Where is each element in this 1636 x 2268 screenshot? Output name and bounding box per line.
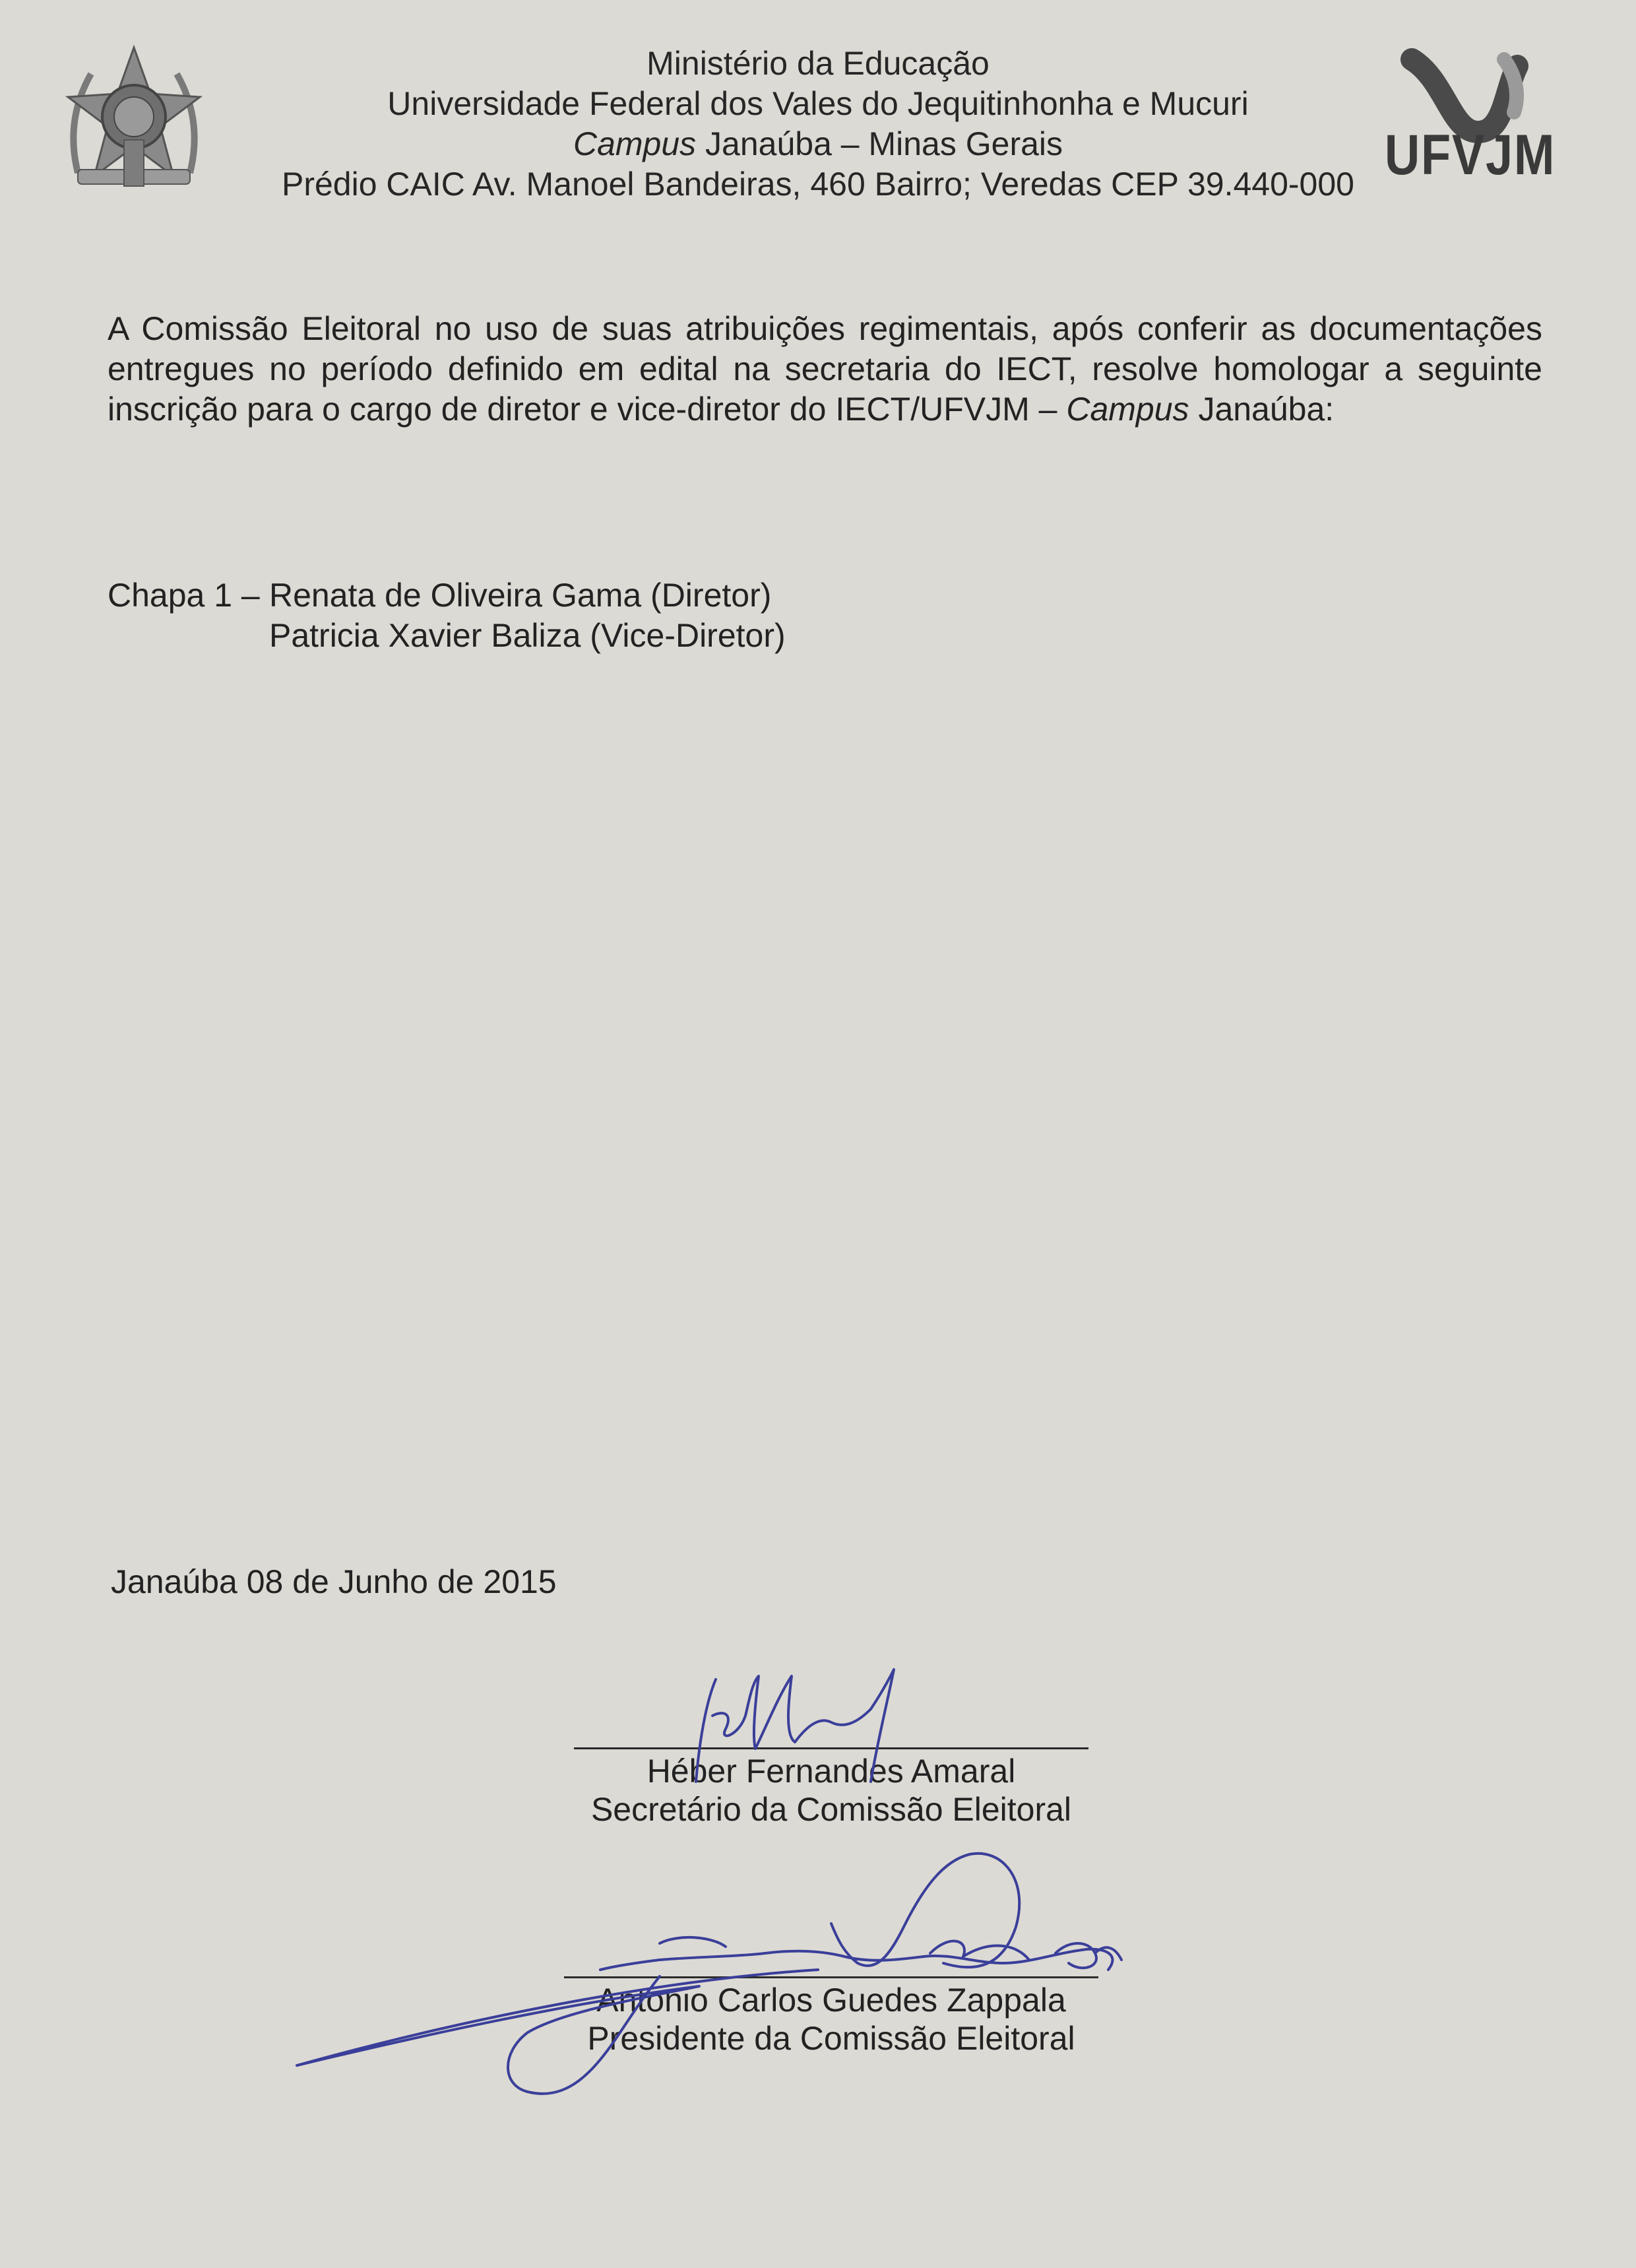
address-line: Prédio CAIC Av. Manoel Bandeiras, 460 Bairro; Veredas CEP 39.440-000 [282, 166, 1354, 203]
signer-role: Presidente da Comissão Eleitoral [587, 2020, 1075, 2057]
paragraph-text: A Comissão Eleitoral no uso de suas atribuições regimentais, após conferir as documentações entregues no período definido em edital na secretaria do IECT, resolve homologar a seguinte inscrição para o cargo de diretor e vice-diretor do IECT/UFVJM – [108, 310, 1542, 428]
homologation-paragraph [108, 309, 1542, 430]
document-date: Janaúba 08 de Junho de 2015 [111, 1563, 557, 1600]
slate-label: Chapa 1 – [108, 577, 260, 614]
campus-rest: Janaúba – Minas Gerais [696, 125, 1063, 162]
signer-role: Secretário da Comissão Eleitoral [590, 1791, 1072, 1828]
director-name: Renata de Oliveira Gama (Diretor) [269, 577, 772, 614]
signature-block-secretary [574, 1747, 1088, 1829]
signature-line [574, 1747, 1088, 1749]
signer-name: Héber Fernandes Amaral [646, 1753, 1016, 1790]
signature-block-president [564, 1976, 1098, 2057]
vice-director-name: Patricia Xavier Baliza (Vice-Diretor) [269, 617, 786, 654]
ufvjm-logo-text: UFVJM [1384, 123, 1556, 187]
paragraph-campus-italic: Campus [1066, 391, 1189, 428]
signer-name: Antonio Carlos Guedes Zappala [596, 1982, 1066, 2019]
campus-italic: Campus [573, 125, 697, 162]
letterhead [218, 44, 1418, 205]
candidate-slate [108, 575, 786, 656]
paragraph-end: Janaúba: [1189, 391, 1335, 428]
brazil-coat-of-arms-icon [51, 41, 216, 206]
campus-line [218, 124, 1418, 164]
handwritten-signature-president [600, 1854, 1121, 1970]
ministry-line: Ministério da Educação [646, 45, 990, 82]
slate-vice-row [108, 616, 786, 656]
slate-director-row [108, 575, 786, 616]
signature-line [564, 1976, 1098, 1978]
university-line: Universidade Federal dos Vales do Jequitinhonha e Mucuri [387, 85, 1249, 122]
